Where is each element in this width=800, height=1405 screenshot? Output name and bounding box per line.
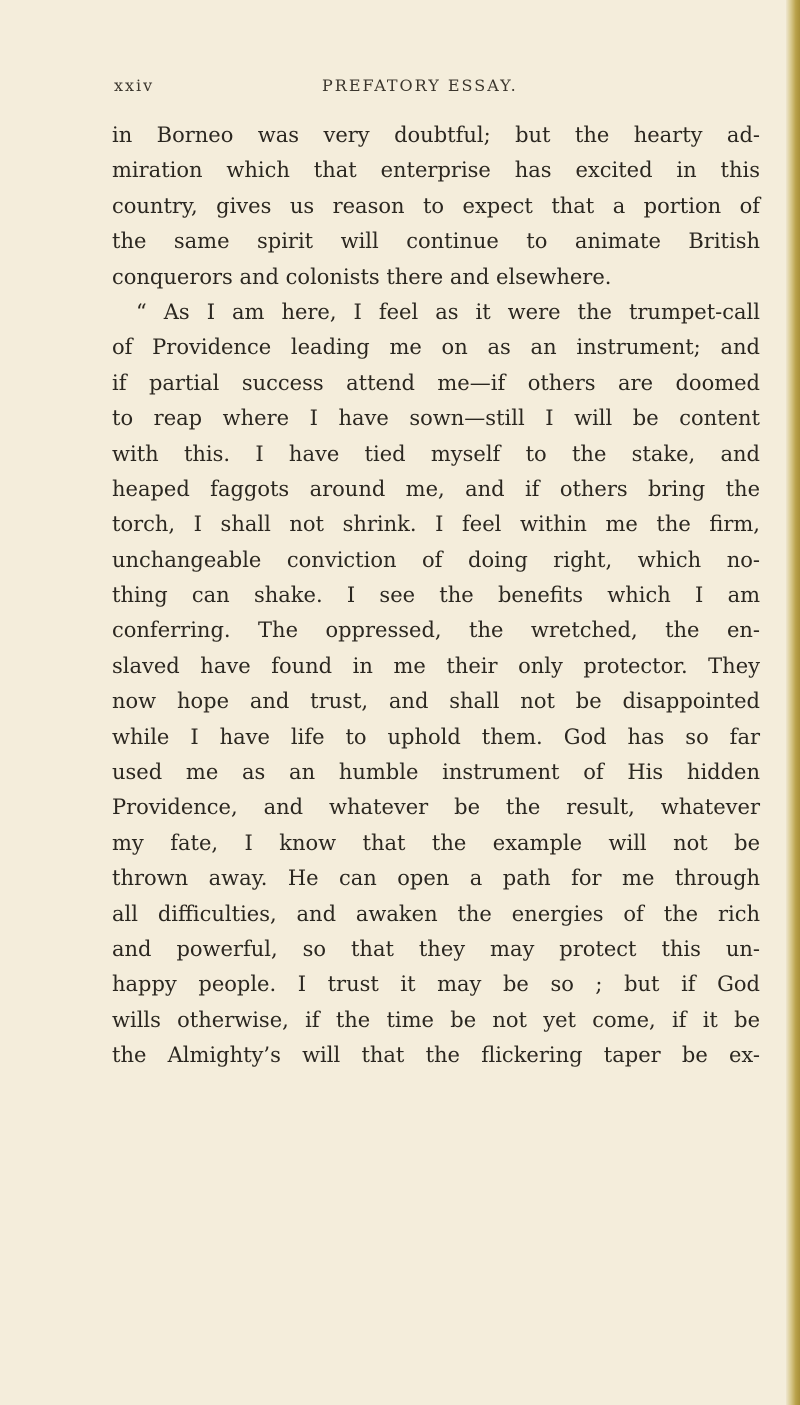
page-edge-shadow (786, 0, 800, 1405)
text-line: now hope and trust, and shall not be disappointed (112, 689, 760, 714)
text-line: if partial success attend me—if others are doomed (112, 370, 760, 395)
text-line: the Almighty’s will that the flickering taper be ex- (112, 1043, 760, 1068)
text-line: heaped faggots around me, and if others bring the (112, 476, 760, 501)
text-line: torch, I shall not shrink. I feel within me the firm, (112, 512, 760, 537)
text-line: conquerors and colonists there and elsewhere. (112, 264, 612, 289)
text-line: Providence, and whatever be the result, whatever (112, 795, 760, 820)
text-line: wills otherwise, if the time be not yet come, if it be (112, 1007, 760, 1032)
page-number: xxiv (114, 76, 155, 95)
text-line: happy people. I trust it may be so ; but if God (112, 972, 760, 997)
running-head (114, 76, 764, 102)
text-line: used me as an humble instrument of His hidden (112, 760, 760, 785)
text-line: with this. I have tied myself to the stake, and (112, 441, 760, 466)
text-line: thing can shake. I see the benefits which I am (112, 583, 760, 608)
text-line: thrown away. He can open a path for me through (112, 866, 760, 891)
text-line: of Providence leading me on as an instrument; and (112, 335, 760, 360)
text-line: “ As I am here, I feel as it were the trumpet-call (136, 299, 760, 324)
text-line: country, gives us reason to expect that a portion of (112, 193, 760, 218)
text-line: miration which that enterprise has excited in this (112, 158, 760, 183)
text-line: conferring. The oppressed, the wretched, the en- (112, 618, 760, 643)
text-line: my fate, I know that the example will not be (112, 830, 760, 855)
text-line: all difficulties, and awaken the energies of the rich (112, 901, 760, 926)
body-text (112, 118, 760, 1074)
text-line: slaved have found in me their only protector. They (112, 653, 760, 678)
text-line: and powerful, so that they may protect this un- (112, 936, 760, 961)
text-line: while I have life to uphold them. God has so far (112, 724, 760, 749)
text-line: the same spirit will continue to animate British (112, 229, 760, 254)
text-line: unchangeable conviction of doing right, which no- (112, 547, 760, 572)
running-title: PREFATORY ESSAY. (322, 76, 518, 95)
text-line: in Borneo was very doubtful; but the hearty ad- (112, 123, 760, 147)
text-line: to reap where I have sown—still I will be content (112, 406, 760, 431)
